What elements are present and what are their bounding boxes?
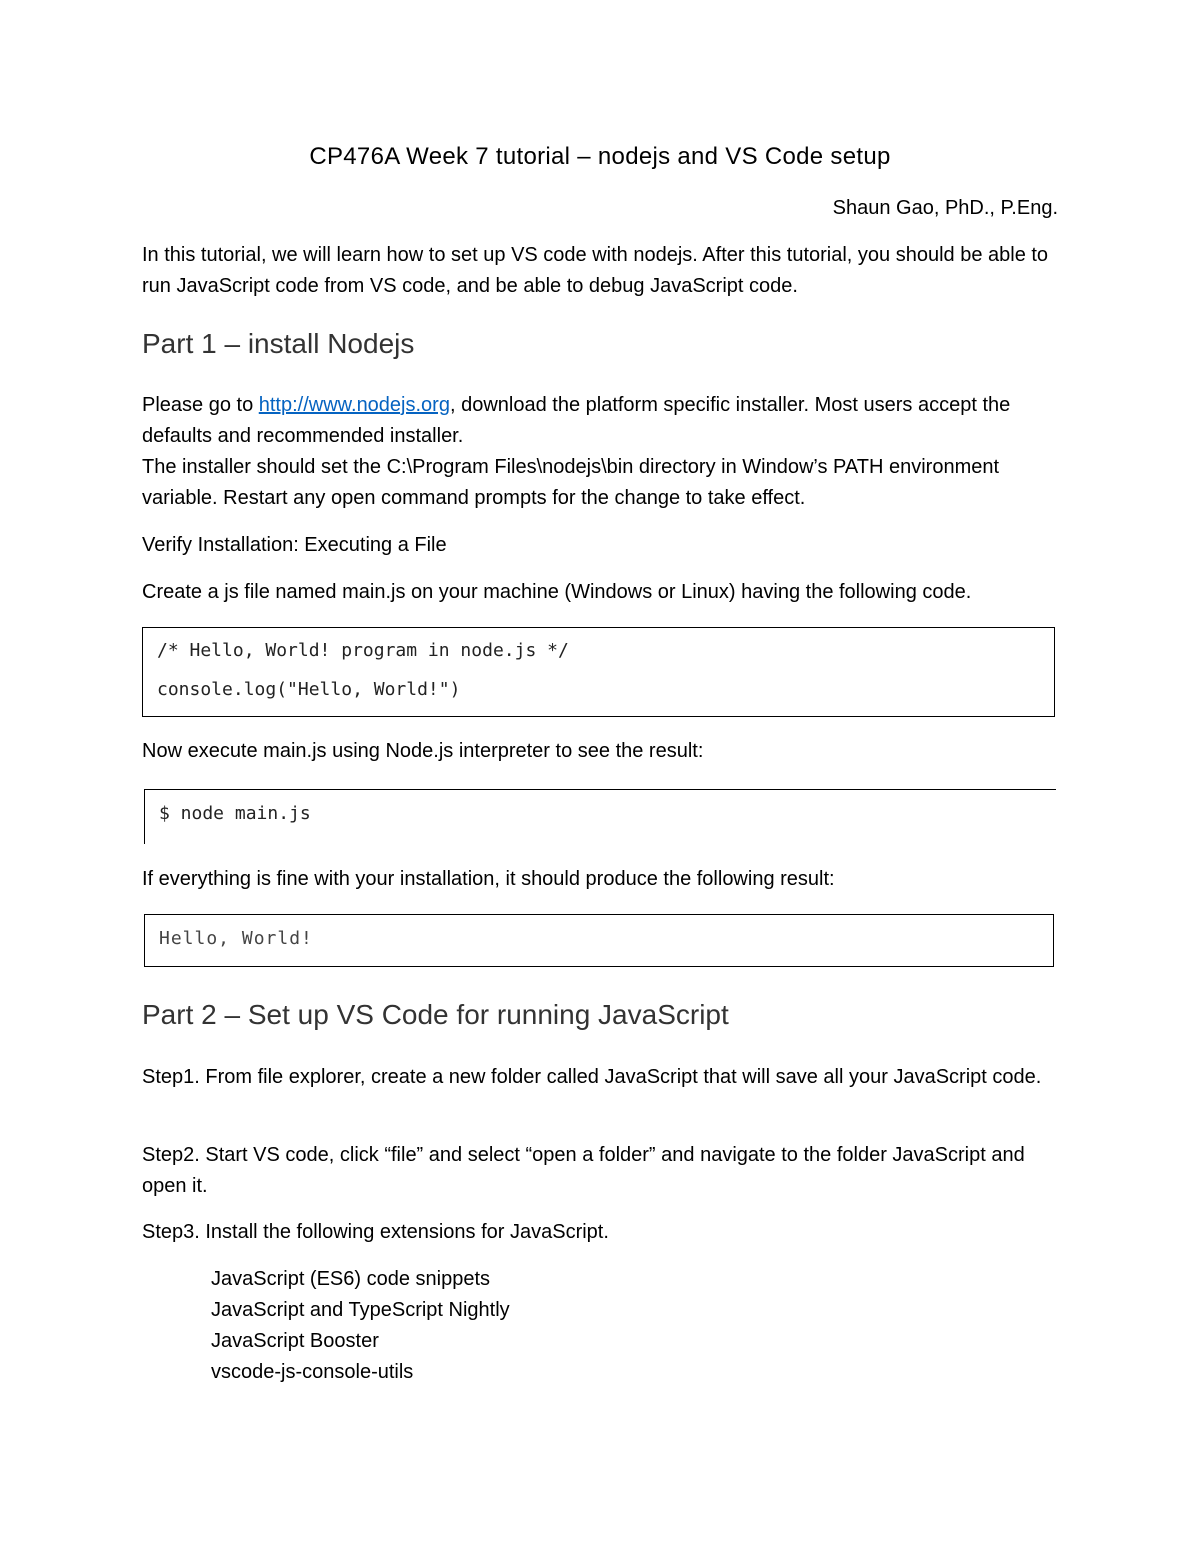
execute-paragraph: Now execute main.js using Node.js interpreter to see the result:	[142, 740, 704, 762]
path-paragraph: The installer should set the C:\Program Files\nodejs\bin directory in Window’s PATH environment variable. Restart any open command prompts for the change to take effect.	[142, 456, 1000, 509]
code-line-comment: /* Hello, World! program in node.js */	[157, 640, 569, 661]
part2-heading: Part 2 – Set up VS Code for running JavaScript	[142, 999, 729, 1030]
document-title: CP476A Week 7 tutorial – nodejs and VS Code setup	[309, 143, 891, 170]
create-file-paragraph: Create a js file named main.js on your machine (Windows or Linux) having the following code.	[142, 581, 972, 603]
result-intro-paragraph: If everything is fine with your installation, it should produce the following result:	[142, 868, 835, 890]
step2-paragraph: Step2. Start VS code, click “file” and select “open a folder” and navigate to the folder JavaScript and open it.	[142, 1144, 1025, 1197]
intro-paragraph: In this tutorial, we will learn how to set up VS code with nodejs. After this tutorial, you should be able to run JavaScript code from VS code, and be able to debug JavaScript code.	[142, 244, 1049, 297]
command-line: $ node main.js	[159, 803, 311, 824]
part1-heading: Part 1 – install Nodejs	[142, 328, 415, 359]
install-paragraph	[142, 390, 1062, 452]
code-line-console-log: console.log("Hello, World!")	[157, 679, 461, 700]
extensions-list	[211, 1264, 510, 1388]
install-text-prefix: Please go to	[142, 394, 259, 416]
list-item: JavaScript and TypeScript Nightly	[211, 1299, 510, 1321]
step3-paragraph: Step3. Install the following extensions for JavaScript.	[142, 1221, 609, 1243]
list-item: JavaScript (ES6) code snippets	[211, 1268, 491, 1290]
nodejs-link[interactable]: http://www.nodejs.org	[258, 394, 450, 416]
list-item: JavaScript Booster	[211, 1330, 379, 1352]
author-line: Shaun Gao, PhD., P.Eng.	[832, 197, 1058, 219]
verify-heading: Verify Installation: Executing a File	[142, 534, 447, 556]
code-block-main-js	[142, 627, 1055, 717]
command-block	[144, 789, 1056, 844]
install-text-suffix: , download the platform specific installer. Most users accept the defaults and recommended installer.	[142, 394, 1011, 447]
step1-paragraph: Step1. From file explorer, create a new folder called JavaScript that will save all your JavaScript code.	[142, 1066, 1042, 1088]
output-block	[144, 914, 1054, 967]
list-item: vscode-js-console-utils	[211, 1361, 414, 1383]
output-line: Hello, World!	[159, 928, 313, 949]
